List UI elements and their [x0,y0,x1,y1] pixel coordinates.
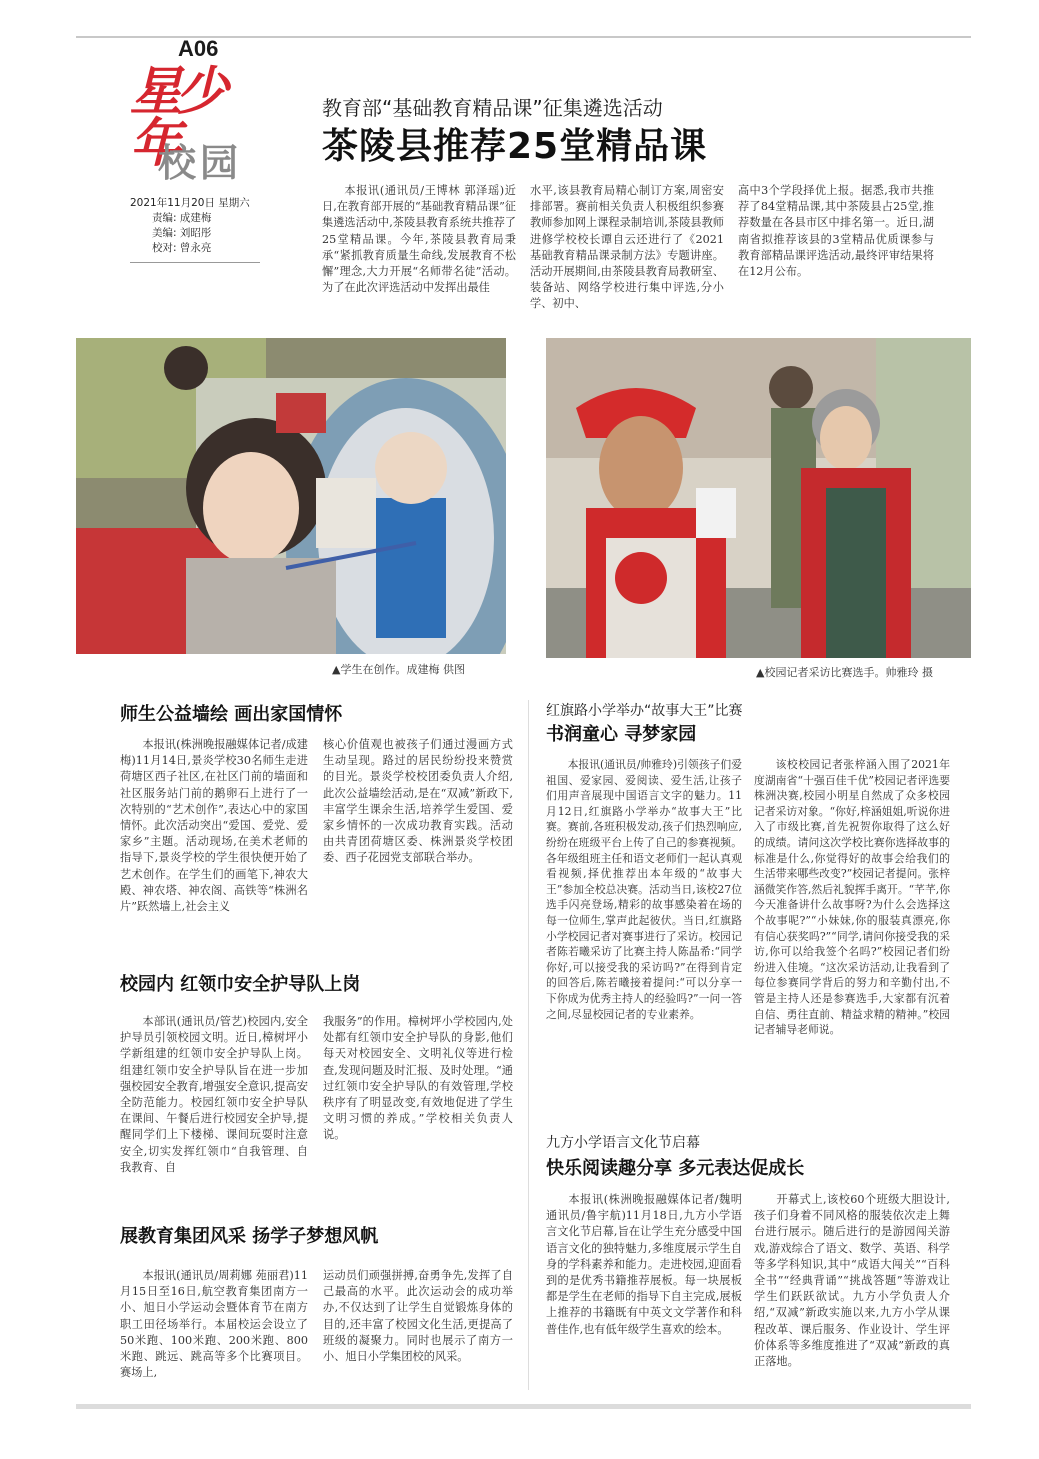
sports-story-title: 展教育集团风采 扬学子梦想风帆 [120,1226,379,1247]
reading-story-title: 快乐阅读趣分享 多元表达促成长 [546,1158,805,1179]
reading-column-2: 开幕式上,该校60个班级大胆设计,孩子们身着不同风格的服装依次走上舞台进行展示。随后进行的是游园闯关游戏,游戏综合了语文、数学、英语、科学等多学科知识,其中“成语大闯关”“百科全书”“经典背诵”“挑战答题”等游戏让学生们跃跃欲试。九方小学负责人介绍,“双减”新政实施以来,九方小学从课程改革、课后服务、作业设计、学生评价体系等多维度推进了“双减”新政的真正落地。 [754,1193,950,1369]
lead-title: 茶陵县推荐25堂精品课 [322,126,708,167]
sports-column-1: 本报讯(通讯员/周莉娜 苑丽君)11月15日至16日,航空教育集团南方一小、旭日小学运动会暨体育节在南方职工田径场举行。本届校运会设立了50米跑、100米跑、200米跑、800米跑、跳远、跳高等多个比赛项目。赛场上, [120,1269,308,1380]
designer-credit: 美编: 刘昭彤 [152,227,212,239]
page-number: A06 [178,36,219,61]
photo-students-painting-image [76,338,506,654]
issue-date: 2021年11月20日 星期六 [130,197,250,209]
lead-column-1: 本报讯(通讯员/王博林 郭泽瑶)近日,在教育部开展的“基础教育精品课”征集遴选活动中,茶陵县教育系统共推荐了25堂精品课。今年,茶陵县教育局秉承“紧抓教育质量生命线,发展教育不松懈”理念,大力开展“名师带名徒”活动。为了在此次评选活动中发挥出最佳 [322,184,516,295]
photo-left-caption: ▲学生在创作。成建梅 供图 [332,663,465,676]
bottom-rule [76,1404,971,1409]
storytelling-column-1: 本报讯(通讯员/帅雅玲)引领孩子们爱祖国、爱家园、爱阅读、爱生活,让孩子们用声音展现中国语言文字的魅力。11月12日,红旗路小学举办“故事大王”比赛。赛前,各班积极发动,孩子们热烈响应,纷纷在班级平台上传了自己的参赛视频。各年级组班主任和语文老师们一起认真观看视频,择优推荐出本年级的“故事大王”参加全校总决赛。活动当日,该校27位选手闪亮登场,精彩的故事感染着在场的每一位师生,掌声此起彼伏。当日,红旗路小学校园记者对赛事进行了采访。校园记者陈若曦采访了比赛主持人陈晶希:“同学你好,可以接受我的采访吗?”在得到肯定的回答后,陈若曦接着提问:“可以分享一下你成为优秀主持人的经验吗?”一问一答之间,尽显校园记者的专业素养。 [546,758,742,1021]
guard-column-1: 本部讯(通讯员/管艺)校园内,安全护导员引领校园文明。近日,樟树坪小学新组建的红领巾安全护导队上岗。组建红领巾安全护导队旨在进一步加强校园安全教育,增强安全意识,提高安全防范能力。校园红领巾安全护导队在课间、午餐后进行校园安全护导,提醒同学们上下楼梯、课间玩耍时注意安全,切实发挥红领巾“自我管理、自我教育、自 [120,1015,308,1174]
lead-column-2: 水平,该县教育局精心制订方案,周密安排部署。赛前相关负责人积极组织参赛教师参加网上课程录制培训,茶陵县教师进修学校校长谭自云还进行了《2021基础教育精品课录制方法》专题讲座。活动开展期间,由茶陵县教育局教研室、装备站、网络学校进行集中评选,分小学、初中、 [530,184,724,311]
logo-text-bottom: 校园 [158,140,243,185]
guard-story-title: 校园内 红领巾安全护导队上岗 [120,974,361,995]
photo-students-painting [76,338,506,654]
lead-kicker: 教育部“基础教育精品课”征集遴选活动 [322,96,663,120]
mural-column-1: 本报讯(株洲晚报融媒体记者/成建梅)11月14日,景炎学校30名师生走进荷塘区西子社区,在社区门前的墙面和社区服务站门前的鹅卵石上进行了一次特别的“艺术创作”,表达心中的家国情怀。此次活动突出“爱国、爱党、爱家乡”主题。活动现场,在美术老师的指导下,景炎学校的学生很快便开始了艺术创作。在学生们的画笔下,神农大殿、神农塔、神农阁、高铁等“株洲名片”跃然墙上,社会主义 [120,738,308,914]
lead-column-3: 高中3个学段择优上报。据悉,我市共推荐了84堂精品课,其中茶陵县占25堂,推荐数量在各县市区中排名第一。近日,湖南省拟推荐该县的3堂精品优质课参与教育部精品课评选活动,最终评审结果将在12月公布。 [738,184,934,279]
photo-campus-reporters-image [546,338,971,658]
storytelling-column-2: 该校校园记者张梓涵入围了2021年度湖南省“十强百佳千优”校园记者评选要株洲决赛,校园小明星自然成了众多校园记者采访对象。“你好,梓涵姐姐,听说你进入了市级比赛,首先祝贺你取得了这么好的成绩。请问这次学校比赛你选择故事的标准是什么,你觉得好的故事会给我们的生活带来哪些改变?”校园记者提问。张梓涵微笑作答,然后礼貌挥手离开。“芊芊,你今天准备讲什么故事呀?为什么会选择这个故事呢?”“小妹妹,你的服装真漂亮,你有信心获奖吗?”“同学,请问你接受我的采访,你可以给我签个名吗?”校园记者们纷纷进入佳境。“这次采访活动,让我看到了每位参赛同学背后的努力和辛勤付出,不管是主持人还是参赛选手,大家都有沉着自信、勇往直前、精益求精的精神。”校园记者辅导老师说。 [754,758,950,1037]
mural-story-title: 师生公益墙绘 画出家国情怀 [120,704,343,725]
section-logo [130,62,260,186]
editor-credit: 责编: 成建梅 [152,212,212,224]
meta-rule [130,262,260,263]
photo-campus-reporters [546,338,971,658]
storytelling-story-title: 书润童心 寻梦家园 [546,724,697,745]
column-divider [528,700,529,1390]
logo-text-top: 星少年 [130,62,223,174]
reading-column-1: 本报讯(株洲晚报融媒体记者/魏明 通讯员/鲁宇航)11月18日,九方小学语言文化节启幕,旨在让学生充分感受中国语言文化的独特魅力,多维度展示学生自身的学科素养和能力。走进校园,迎面看到的是优秀书籍推荐展板。每一块展板都是学生在老师的指导下自主完成,展板上推荐的书籍既有中英文文学著作和科普佳作,也有低年级学生喜欢的绘本。 [546,1193,742,1336]
guard-column-2: 我服务”的作用。樟树坪小学校园内,处处都有红领巾安全护导队的身影,他们每天对校园安全、文明礼仪等进行检查,发现问题及时汇报、及时处理。“通过红领巾安全护导队的有效管理,学校秩序有了明显改变,有效地促进了学生文明习惯的养成。”学校相关负责人说。 [323,1015,513,1142]
page-meta [130,196,258,256]
proof-credit: 校对: 曾永亮 [152,242,212,254]
photo-right-caption: ▲校园记者采访比赛选手。帅雅玲 摄 [756,666,933,679]
mural-column-2: 核心价值观也被孩子们通过漫画方式生动呈现。路过的居民纷纷投来赞赏的目光。景炎学校校团委负责人介绍,此次公益墙绘活动,是在“双减”新政下,丰富学生课余生活,培养学生爱国、爱家乡情怀的一次成功教育实践。活动由共青团荷塘区委、株洲景炎学校团委、西子花园党支部联合举办。 [323,738,513,865]
storytelling-kicker: 红旗路小学举办“故事大王”比赛 [546,703,743,719]
reading-kicker: 九方小学语言文化节启幕 [546,1135,700,1151]
sports-column-2: 运动员们顽强拼搏,奋勇争先,发挥了自己最高的水平。此次运动会的成功举办,不仅达到了让学生自觉锻炼身体的目的,还丰富了校园文化生活,更提高了班级的凝聚力。同时也展示了南方一小、旭日小学集团校的风采。 [323,1269,513,1364]
